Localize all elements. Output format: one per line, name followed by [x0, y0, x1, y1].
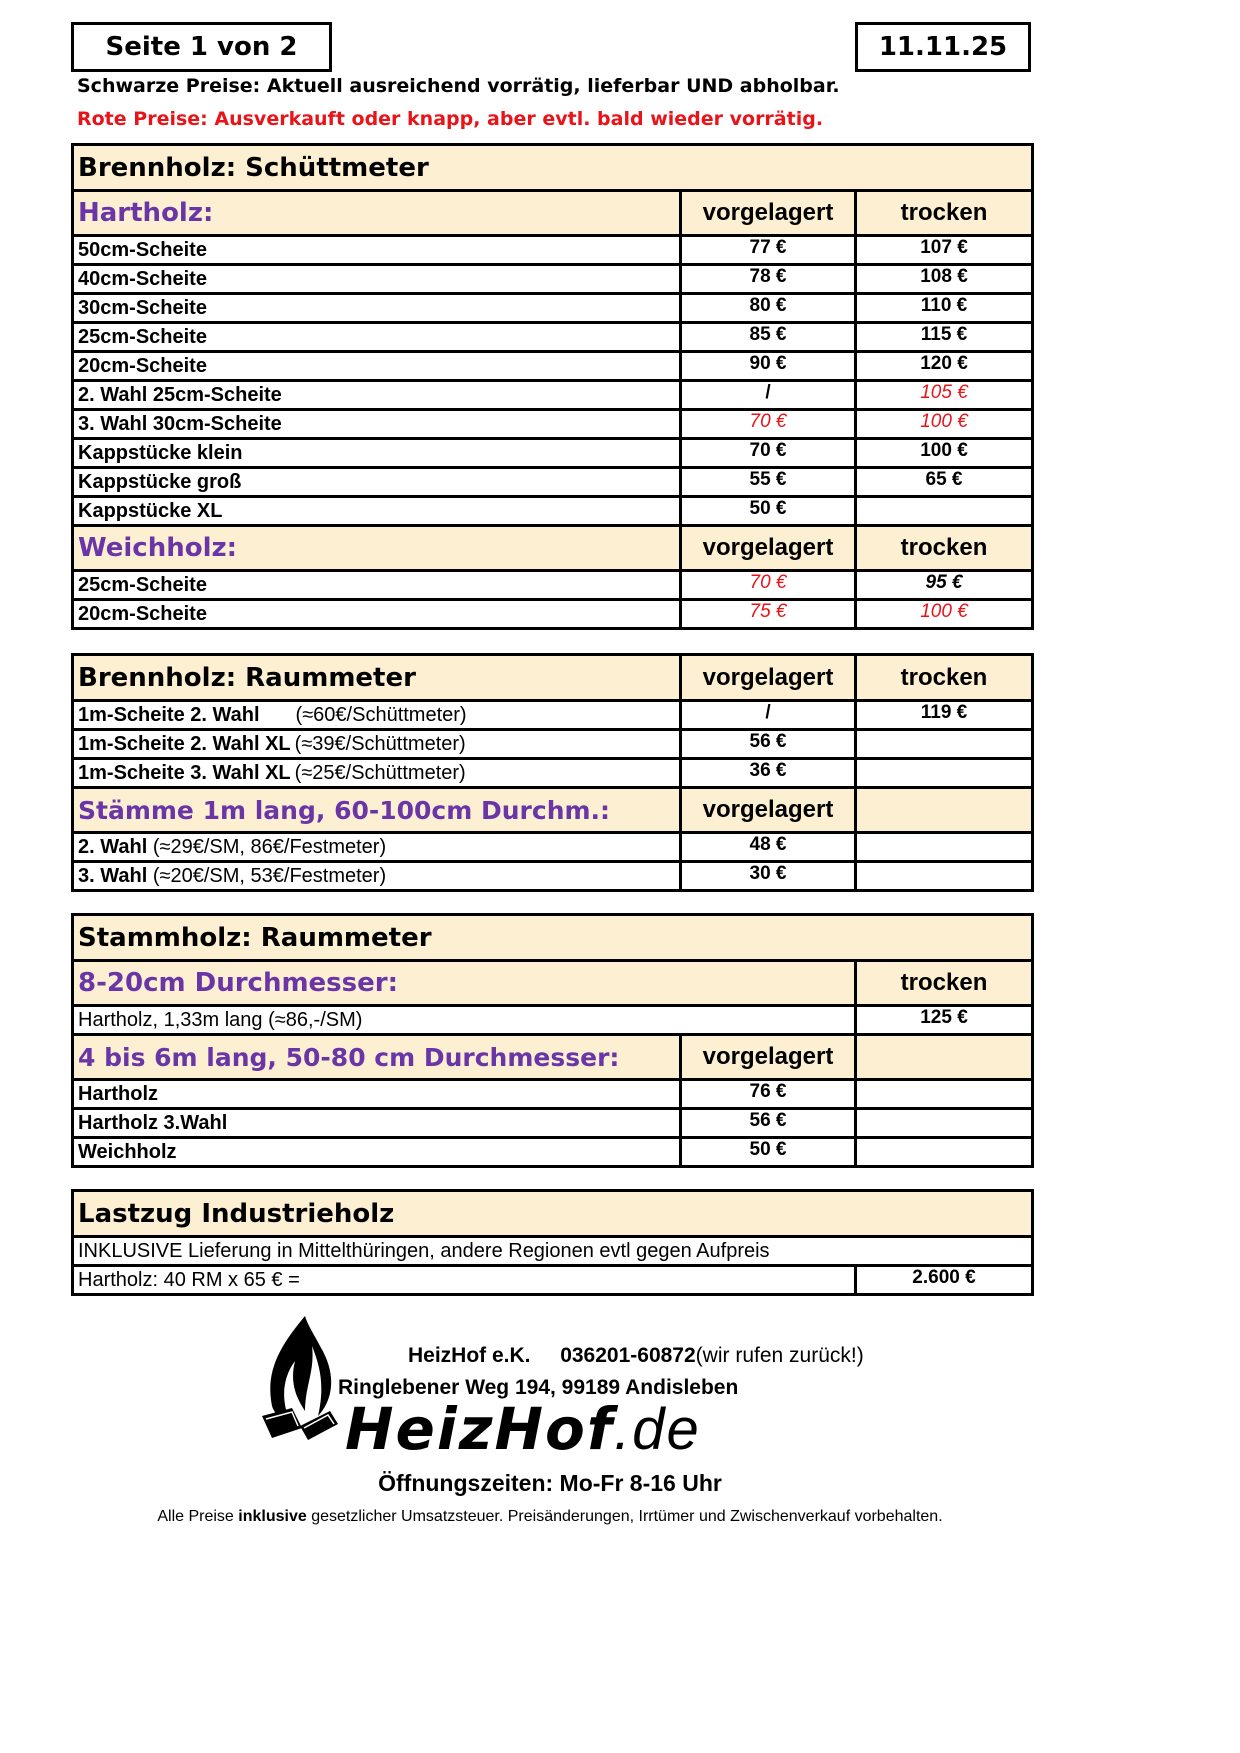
row-label — [73, 236, 681, 265]
disclaimer-pre: Alle Preise — [157, 1508, 234, 1525]
column-header-vorgelagert: vorgelagert — [681, 526, 856, 571]
company-name: HeizHof e.K. — [408, 1344, 531, 1367]
price-trocken: 108 € — [856, 265, 1033, 294]
row-label — [73, 759, 681, 788]
price-vorgelagert: 55 € — [681, 468, 856, 497]
raummeter-table — [71, 653, 1034, 892]
item-name: 2. Wahl 25cm-Scheite — [78, 383, 282, 406]
item-note: (≈20€/SM, 53€/Festmeter) — [152, 864, 387, 887]
price-trocken — [856, 1138, 1033, 1167]
row-label — [73, 439, 681, 468]
opening-hours: Öffnungszeiten: Mo-Fr 8-16 Uhr — [378, 1470, 722, 1496]
item-name: 1m-Scheite 2. Wahl XL — [78, 732, 291, 755]
price-vorgelagert: 75 € — [681, 600, 856, 629]
item-note: (≈25€/Schüttmeter) — [294, 761, 466, 784]
item-name: 3. Wahl 30cm-Scheite — [78, 412, 282, 435]
row-label — [73, 1138, 681, 1167]
delivery-note: INKLUSIVE Lieferung in Mittelthüringen, andere Regionen evtl gegen Aufpreis — [73, 1237, 1033, 1266]
price-trocken: 100 € — [856, 600, 1033, 629]
price-trocken: 125 € — [856, 1006, 1033, 1035]
stammholz-table — [71, 913, 1034, 1168]
table-row — [73, 352, 1033, 381]
price-vorgelagert: 36 € — [681, 759, 856, 788]
item-note: (≈39€/Schüttmeter) — [294, 732, 466, 755]
row-label — [73, 381, 681, 410]
row-label — [73, 862, 681, 891]
price-vorgelagert: 70 € — [681, 410, 856, 439]
section-title: Stammholz: Raummeter — [73, 915, 1033, 961]
item-name: 25cm-Scheite — [78, 325, 207, 348]
table-row — [73, 1109, 1033, 1138]
item-name: 40cm-Scheite — [78, 267, 207, 290]
price-trocken: 95 € — [856, 571, 1033, 600]
item-name: 3. Wahl — [78, 864, 148, 887]
item-name: Kappstücke XL — [78, 499, 223, 522]
table-row — [73, 439, 1033, 468]
table-row — [73, 730, 1033, 759]
price-total: 2.600 € — [856, 1266, 1033, 1295]
table-row — [73, 571, 1033, 600]
price-vorgelagert: 56 € — [681, 1109, 856, 1138]
table-row — [73, 1237, 1033, 1266]
logo-suffix: .de — [614, 1397, 701, 1462]
page-label: Seite 1 von 2 — [105, 32, 298, 62]
price-trocken: 105 € — [856, 381, 1033, 410]
table-row — [73, 759, 1033, 788]
row-label — [73, 701, 681, 730]
price-trocken: 119 € — [856, 701, 1033, 730]
section-title: Lastzug Industrieholz — [73, 1191, 1033, 1237]
section-title: Brennholz: Schüttmeter — [73, 145, 1033, 191]
price-trocken — [856, 1109, 1033, 1138]
legend-red-text: Ausverkauft oder knapp, aber evtl. bald wieder vorrätig. — [214, 108, 824, 130]
item-name: Kappstücke groß — [78, 470, 242, 493]
column-header-trocken: trocken — [856, 655, 1033, 701]
phone-number[interactable]: 036201-60872 — [560, 1344, 696, 1367]
table-row — [73, 1080, 1033, 1109]
page-indicator — [71, 22, 332, 72]
column-header-vorgelagert: vorgelagert — [681, 191, 856, 236]
price-trocken — [856, 833, 1033, 862]
price-trocken: 100 € — [856, 439, 1033, 468]
price-vorgelagert: 50 € — [681, 497, 856, 526]
column-header-vorgelagert: vorgelagert — [681, 1035, 856, 1080]
item-name: 20cm-Scheite — [78, 602, 207, 625]
callback-note: (wir rufen zurück!) — [695, 1344, 864, 1367]
row-label — [73, 571, 681, 600]
legend-black-prefix: Schwarze Preise: — [77, 75, 261, 97]
small-diameter-header: 8-20cm Durchmesser: — [73, 961, 856, 1006]
price-trocken: 110 € — [856, 294, 1033, 323]
table-row — [73, 1266, 1033, 1295]
disclaimer — [0, 1508, 1100, 1526]
item-name: Kappstücke klein — [78, 441, 243, 464]
row-label — [73, 497, 681, 526]
table-row — [73, 497, 1033, 526]
price-vorgelagert: 77 € — [681, 236, 856, 265]
column-header-vorgelagert: vorgelagert — [681, 655, 856, 701]
section-title: Brennholz: Raummeter — [73, 655, 681, 701]
empty-header-cell — [856, 788, 1033, 833]
price-vorgelagert: / — [681, 381, 856, 410]
price-vorgelagert: 70 € — [681, 439, 856, 468]
item-name: Hartholz — [78, 1082, 158, 1105]
table-row — [73, 323, 1033, 352]
row-label — [73, 833, 681, 862]
row-label: Hartholz, 1,33m lang (≈86,-/SM) — [73, 1006, 856, 1035]
item-note: (≈29€/SM, 86€/Festmeter) — [152, 835, 387, 858]
row-label — [73, 352, 681, 381]
flame-logo-icon — [260, 1316, 340, 1446]
table-row — [73, 265, 1033, 294]
price-trocken: 115 € — [856, 323, 1033, 352]
row-label — [73, 600, 681, 629]
column-header-trocken: trocken — [856, 961, 1033, 1006]
table-row — [73, 236, 1033, 265]
price-vorgelagert: 30 € — [681, 862, 856, 891]
price-trocken: 100 € — [856, 410, 1033, 439]
item-name: 25cm-Scheite — [78, 573, 207, 596]
row-label — [73, 410, 681, 439]
brand-logo — [345, 1395, 701, 1463]
price-vorgelagert: 70 € — [681, 571, 856, 600]
item-note: (≈60€/Schüttmeter) — [295, 703, 467, 726]
price-vorgelagert: 76 € — [681, 1080, 856, 1109]
row-label — [73, 294, 681, 323]
table-row — [73, 381, 1033, 410]
staemme-header: Stämme 1m lang, 60-100cm Durchm.: — [73, 788, 681, 833]
price-vorgelagert: 48 € — [681, 833, 856, 862]
price-vorgelagert: 50 € — [681, 1138, 856, 1167]
row-label — [73, 1080, 681, 1109]
price-vorgelagert: 85 € — [681, 323, 856, 352]
table-row — [73, 468, 1033, 497]
price-vorgelagert: / — [681, 701, 856, 730]
table-row — [73, 294, 1033, 323]
price-trocken: 120 € — [856, 352, 1033, 381]
address: Ringlebener Weg 194, 99189 Andisleben — [338, 1376, 739, 1399]
table-row — [73, 1138, 1033, 1167]
disclaimer-post: gesetzlicher Umsatzsteuer. Preisänderungen, Irrtümer und Zwischenverkauf vorbehalten. — [311, 1508, 943, 1525]
item-name: Weichholz — [78, 1140, 177, 1163]
table-row — [73, 600, 1033, 629]
item-name: 1m-Scheite 3. Wahl XL — [78, 761, 291, 784]
item-name: 1m-Scheite 2. Wahl — [78, 703, 260, 726]
schuettmeter-table — [71, 143, 1034, 630]
item-name: 50cm-Scheite — [78, 238, 207, 261]
column-header-trocken: trocken — [856, 526, 1033, 571]
date-box — [855, 22, 1031, 72]
lastzug-table — [71, 1189, 1034, 1296]
row-label — [73, 468, 681, 497]
row-label — [73, 1109, 681, 1138]
price-vorgelagert: 56 € — [681, 730, 856, 759]
item-name: 2. Wahl — [78, 835, 148, 858]
large-diameter-header: 4 bis 6m lang, 50-80 cm Durchmesser: — [73, 1035, 681, 1080]
price-trocken — [856, 497, 1033, 526]
item-name: 30cm-Scheite — [78, 296, 207, 319]
company-line — [408, 1344, 864, 1368]
row-label — [73, 265, 681, 294]
price-trocken — [856, 730, 1033, 759]
disclaimer-bold: inklusive — [238, 1508, 307, 1525]
row-label — [73, 730, 681, 759]
legend-red — [77, 108, 823, 130]
legend-black — [77, 75, 840, 97]
price-trocken — [856, 759, 1033, 788]
price-vorgelagert: 80 € — [681, 294, 856, 323]
legend-black-text: Aktuell ausreichend vorrätig, lieferbar UND abholbar. — [266, 75, 840, 97]
weichholz-header: Weichholz: — [73, 526, 681, 571]
table-row — [73, 833, 1033, 862]
price-trocken: 107 € — [856, 236, 1033, 265]
table-row — [73, 862, 1033, 891]
date-label: 11.11.25 — [878, 32, 1008, 62]
price-trocken — [856, 862, 1033, 891]
column-header-vorgelagert: vorgelagert — [681, 788, 856, 833]
row-label: Hartholz: 40 RM x 65 € = — [73, 1266, 856, 1295]
price-trocken: 65 € — [856, 468, 1033, 497]
table-row — [73, 701, 1033, 730]
table-row — [73, 1006, 1033, 1035]
table-row — [73, 410, 1033, 439]
empty-header-cell — [856, 1035, 1033, 1080]
item-name: 20cm-Scheite — [78, 354, 207, 377]
legend-red-prefix: Rote Preise: — [77, 108, 208, 130]
row-label — [73, 323, 681, 352]
logo-main: HeizHof — [345, 1395, 615, 1463]
item-name: Hartholz 3.Wahl — [78, 1111, 228, 1134]
price-vorgelagert: 90 € — [681, 352, 856, 381]
hartholz-header: Hartholz: — [73, 191, 681, 236]
column-header-trocken: trocken — [856, 191, 1033, 236]
price-trocken — [856, 1080, 1033, 1109]
price-vorgelagert: 78 € — [681, 265, 856, 294]
